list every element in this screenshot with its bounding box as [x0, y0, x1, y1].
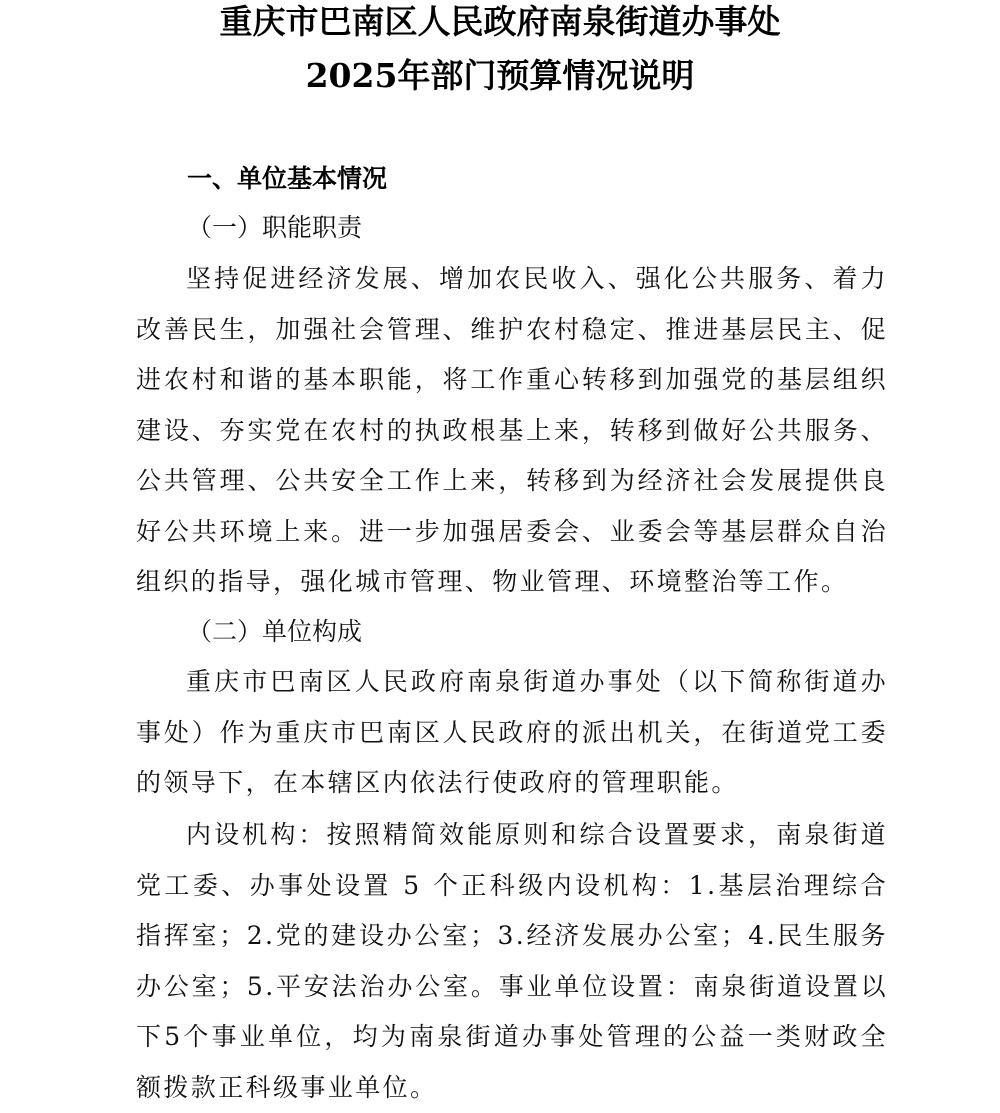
paragraph-internal-units: 内设机构：按照精简效能原则和综合设置要求，南泉街道党工委、办事处设置 5 个正科级内设机构：1.基层治理综合指挥室；2.党的建设办公室；3.经济发展办公室；4.民生服务办公室；5.平安法治办公室。事业单位设置：南泉街道设置以下5个事业单位，均为南泉街道办事处管理的公益一类财政全额拨款正科级事业单位。 — [136, 820, 888, 1102]
paragraph-composition: 重庆市巴南区人民政府南泉街道办事处（以下简称街道办事处）作为重庆市巴南区人民政府的派出机关，在街道党工委的领导下，在本辖区内依法行使政府的管理职能。 — [136, 667, 888, 797]
paragraph-duties: 坚持促进经济发展、增加农民收入、强化公共服务、着力改善民生，加强社会管理、维护农村稳定、推进基层民主、促进农村和谐的基本职能，将工作重心转移到加强党的基层组织建设、夯实党在农村的执政根基上来，转移到做好公共服务、公共管理、公共安全工作上来，转移到为经济社会发展提供良好公共环境上来。进一步加强居委会、业委会等基层群众自治组织的指导，强化城市管理、物业管理、环境整治等工作。 — [136, 264, 888, 596]
subsection-heading-composition: （二）单位构成 — [187, 617, 363, 646]
document-title-line2: 2025年部门预算情况说明 — [305, 56, 695, 95]
section-heading-basic-info: 一、单位基本情况 — [187, 164, 388, 193]
document-title-line1: 重庆市巴南区人民政府南泉街道办事处 — [219, 2, 781, 41]
subsection-heading-duties: （一）职能职责 — [187, 213, 363, 242]
